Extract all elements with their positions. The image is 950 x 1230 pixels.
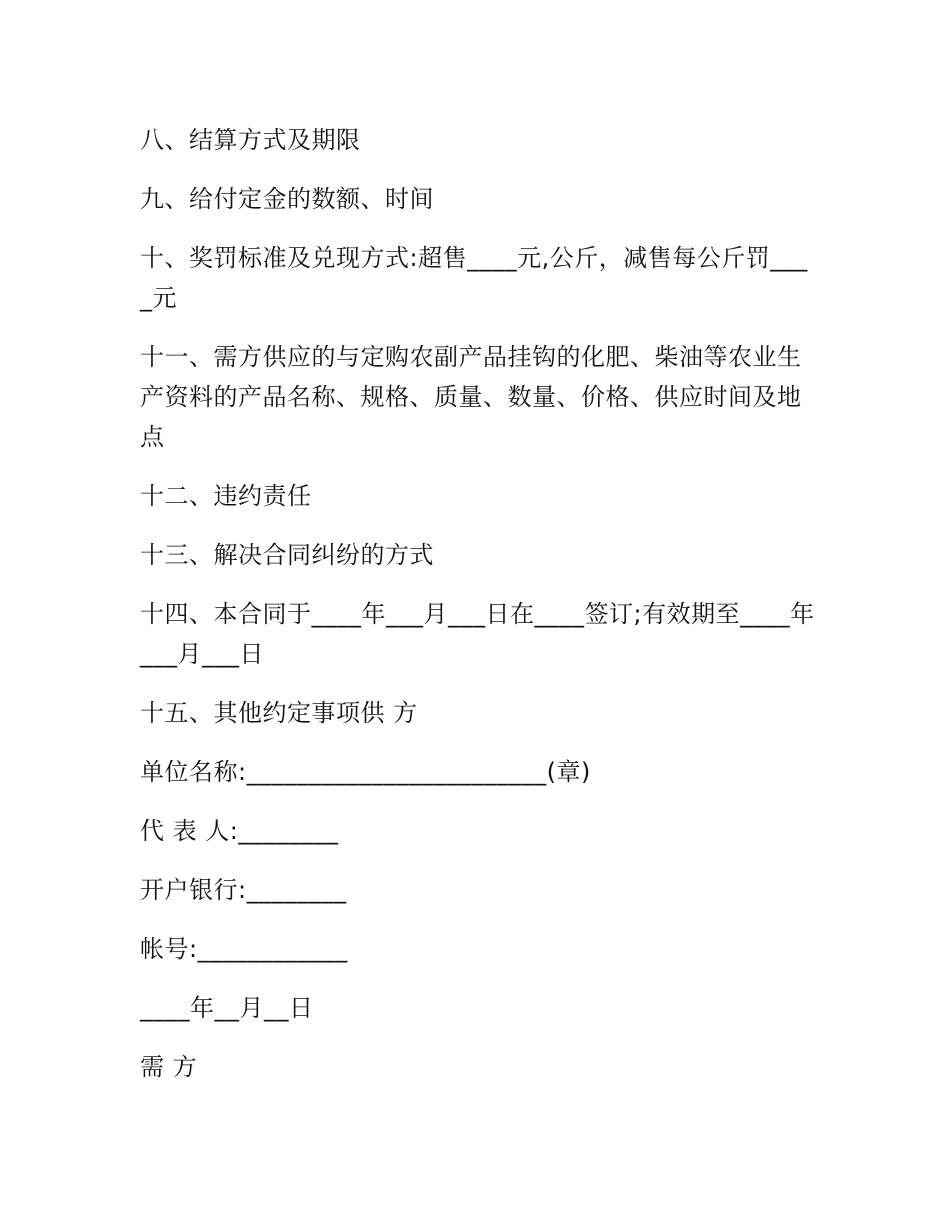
representative-line: 代 表 人:________	[140, 817, 339, 845]
date-line: ____年__月__日	[140, 994, 314, 1022]
unit-name-line: 单位名称:________________________(章)	[140, 758, 591, 786]
buyer-heading: 需 方	[140, 1053, 198, 1081]
clause-rewards-penalties: 十、奖罚标准及兑现方式:超售____元,公斤，减售每公斤罚____元	[140, 244, 808, 312]
bank-line: 开户银行:________	[140, 876, 347, 904]
clause-other-matters: 十五、其他约定事项供 方	[140, 699, 418, 727]
clause-liability: 十二、违约责任	[140, 482, 312, 510]
account-line: 帐号:____________	[140, 935, 348, 963]
clause-deposit: 九、给付定金的数额、时间	[140, 185, 434, 213]
clause-signing-date: 十四、本合同于____年___月___日在____签订;有效期至____年___月___日	[140, 600, 815, 668]
clause-supply-materials: 十一、需方供应的与定购农副产品挂钩的化肥、柴油等农业生产资料的产品名称、规格、质量、数量、价格、供应时间及地点	[140, 343, 802, 451]
contract-body	[140, 120, 820, 1106]
clause-dispute-resolution: 十三、解决合同纠纷的方式	[140, 541, 434, 569]
clause-settlement: 八、结算方式及期限	[140, 126, 361, 154]
